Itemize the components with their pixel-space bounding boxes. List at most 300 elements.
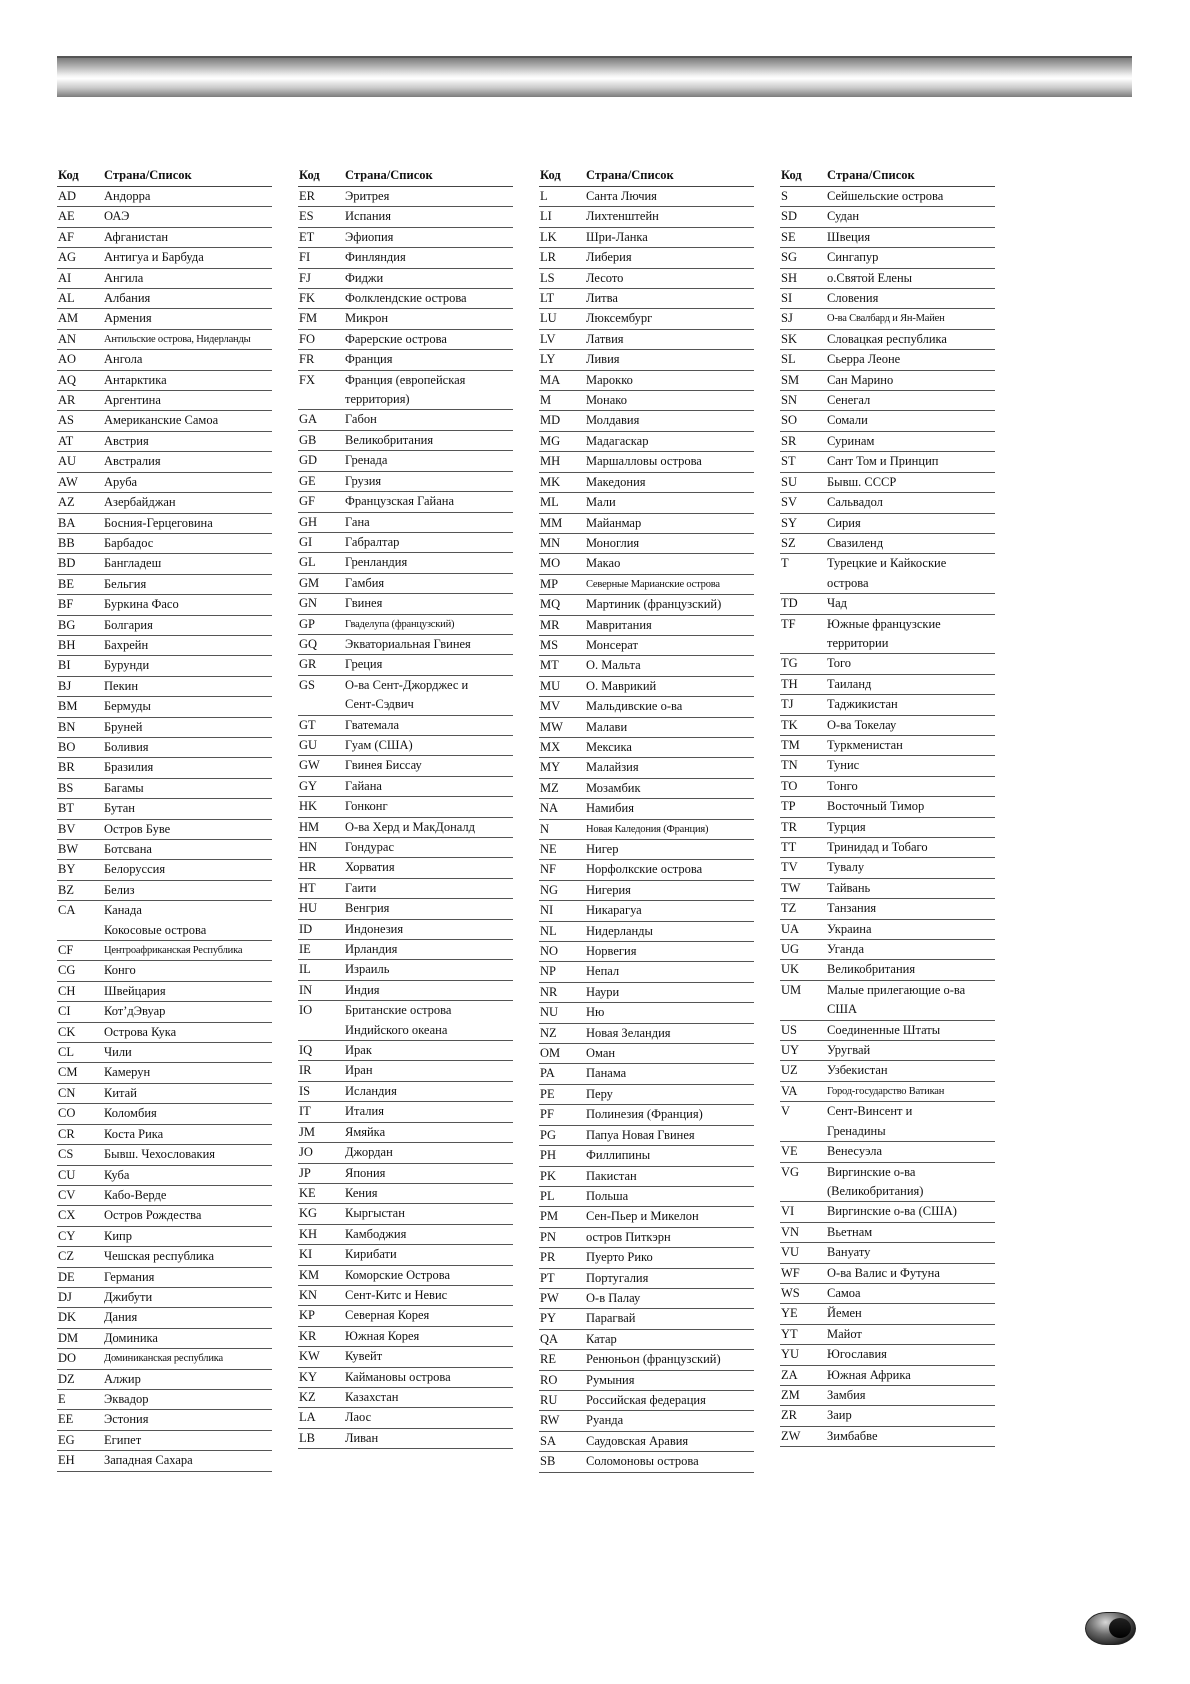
table-row xyxy=(298,309,513,329)
country-code: RE xyxy=(540,1352,556,1367)
country-code: AE xyxy=(58,209,75,224)
country-name xyxy=(586,718,754,737)
country-name xyxy=(104,248,272,267)
country-name xyxy=(586,575,754,594)
country-name-line: Панама xyxy=(586,1066,627,1081)
country-name xyxy=(586,432,754,451)
country-name-line: Кипр xyxy=(104,1228,132,1243)
country-name-line: Сент-Китс и Невис xyxy=(345,1287,448,1302)
table-row xyxy=(780,615,995,655)
country-code: TN xyxy=(781,758,798,773)
country-name xyxy=(104,1084,272,1103)
table-row xyxy=(539,1207,754,1227)
table-row xyxy=(57,820,272,840)
table-row xyxy=(298,207,513,227)
country-code: AZ xyxy=(58,495,75,510)
country-code: BG xyxy=(58,617,76,632)
country-name-line: Коста Рика xyxy=(104,1126,164,1141)
country-name-line: Египет xyxy=(104,1432,142,1447)
country-name xyxy=(586,1105,754,1124)
country-code: SO xyxy=(781,413,797,428)
country-name xyxy=(586,371,754,390)
country-name xyxy=(586,269,754,288)
country-name-line: Словацкая республика xyxy=(827,331,947,346)
country-name-line: Вануату xyxy=(827,1245,871,1260)
country-name-line: Сенегал xyxy=(827,393,871,408)
table-row xyxy=(539,901,754,921)
country-code: GB xyxy=(299,432,317,447)
country-name-line: Фиджи xyxy=(345,270,384,285)
country-name-line: О-ва Валис и Футуна xyxy=(827,1265,940,1280)
country-code: HM xyxy=(299,819,320,834)
country-name-line: Словения xyxy=(827,291,879,306)
table-row xyxy=(539,1411,754,1431)
country-name-line: ОАЭ xyxy=(104,209,130,224)
country-code: GF xyxy=(299,494,315,509)
name-header: Страна/Список xyxy=(827,168,915,182)
country-name xyxy=(827,371,995,390)
country-name xyxy=(104,901,272,940)
country-name xyxy=(104,941,272,960)
country-name-line: Македония xyxy=(586,474,646,489)
table-row xyxy=(539,616,754,636)
code-header: Код xyxy=(540,168,561,182)
table-row xyxy=(298,431,513,451)
country-name-line: Сомали xyxy=(827,413,868,428)
table-row xyxy=(57,840,272,860)
country-name-line: Барбадос xyxy=(104,535,154,550)
country-code: TW xyxy=(781,880,801,895)
country-code: BZ xyxy=(58,882,74,897)
country-name-line: Северная Корея xyxy=(345,1308,430,1323)
country-name-line: Азербайджан xyxy=(104,495,176,510)
country-name xyxy=(827,1264,995,1283)
country-name xyxy=(586,616,754,635)
country-name xyxy=(827,1386,995,1405)
table-row xyxy=(298,1368,513,1388)
country-name xyxy=(104,840,272,859)
country-name xyxy=(586,1085,754,1104)
table-row xyxy=(539,514,754,534)
country-name-line: Сант Том и Принцип xyxy=(827,454,939,469)
country-code: VU xyxy=(781,1245,800,1260)
table-row xyxy=(57,901,272,941)
country-code: TJ xyxy=(781,697,794,712)
country-name-line: Экваториальная Гвинея xyxy=(345,636,471,651)
country-code: M xyxy=(540,393,552,408)
country-code: BN xyxy=(58,719,76,734)
country-code: IQ xyxy=(299,1043,313,1058)
table-row xyxy=(780,818,995,838)
table-row xyxy=(57,1308,272,1328)
table-row xyxy=(539,248,754,268)
country-code: CO xyxy=(58,1106,76,1121)
country-code: GE xyxy=(299,473,316,488)
country-code: LV xyxy=(540,331,556,346)
country-code: BW xyxy=(58,842,79,856)
country-name-line: Исландия xyxy=(345,1083,397,1098)
table-row xyxy=(298,350,513,370)
code-header: Код xyxy=(58,168,79,182)
country-name-line: Бывш. Чехословакия xyxy=(104,1147,216,1162)
table-row xyxy=(539,350,754,370)
table-row xyxy=(298,1123,513,1143)
country-name xyxy=(345,1082,513,1101)
table-row xyxy=(780,187,995,207)
table-row xyxy=(298,838,513,858)
table-row xyxy=(57,881,272,901)
country-name xyxy=(827,391,995,410)
country-name-line: Бангладеш xyxy=(104,556,162,571)
country-name xyxy=(345,615,513,634)
country-code: CX xyxy=(58,1208,76,1223)
country-code: GI xyxy=(299,534,313,549)
country-code: GL xyxy=(299,555,316,570)
country-name-line: Куба xyxy=(104,1167,130,1182)
table-row xyxy=(539,1146,754,1166)
country-name-line: Греция xyxy=(345,657,383,672)
country-code: E xyxy=(58,1391,66,1406)
country-name xyxy=(345,940,513,959)
country-name xyxy=(827,514,995,533)
country-name xyxy=(104,1390,272,1409)
country-name xyxy=(104,391,272,410)
country-code: AN xyxy=(58,331,77,346)
country-code: SV xyxy=(781,495,797,510)
country-code: PM xyxy=(540,1209,559,1224)
country-code: AT xyxy=(58,433,74,448)
country-name xyxy=(345,1266,513,1285)
country-name-line: Болгария xyxy=(104,617,153,632)
country-code: CH xyxy=(58,983,76,998)
country-name xyxy=(345,818,513,837)
country-name-line: Уганда xyxy=(827,942,865,957)
country-name xyxy=(827,818,995,837)
country-code: ES xyxy=(299,209,314,224)
country-name-line: Израиль xyxy=(345,962,390,977)
country-name xyxy=(827,248,995,267)
country-code: DJ xyxy=(58,1289,72,1304)
table-row xyxy=(57,432,272,452)
table-row xyxy=(780,797,995,817)
country-name-line: Эритрея xyxy=(345,189,390,203)
table-row xyxy=(539,1228,754,1248)
country-name-line: Британские острова xyxy=(345,1003,452,1018)
country-name-line: Аруба xyxy=(104,474,138,489)
country-name xyxy=(104,1410,272,1429)
country-name xyxy=(827,615,995,654)
country-name-line: Лихтенштейн xyxy=(586,209,659,224)
country-name-line: Франция xyxy=(345,352,393,367)
table-row xyxy=(298,940,513,960)
country-name-line: Моноглия xyxy=(586,535,640,550)
country-name xyxy=(586,228,754,247)
table-row xyxy=(780,920,995,940)
country-code: MA xyxy=(540,372,561,387)
country-code: MT xyxy=(540,658,559,673)
country-name-line: Майанмар xyxy=(586,515,642,530)
table-row xyxy=(780,1366,995,1386)
country-code: GY xyxy=(299,778,318,793)
table-row xyxy=(57,330,272,350)
country-name xyxy=(345,1306,513,1325)
country-code: GA xyxy=(299,412,318,427)
country-code: PG xyxy=(540,1127,556,1142)
country-name xyxy=(104,452,272,471)
country-name xyxy=(345,187,513,206)
table-row xyxy=(539,1064,754,1084)
code-header: Код xyxy=(299,168,320,182)
country-name xyxy=(827,1021,995,1040)
country-name-line: Бурунди xyxy=(104,658,150,673)
table-row xyxy=(57,1043,272,1063)
country-name-line: Ливия xyxy=(586,352,620,367)
country-code: ET xyxy=(299,229,315,244)
country-code: FJ xyxy=(299,270,311,285)
country-name-line: Индия xyxy=(345,982,380,997)
country-code: HT xyxy=(299,880,316,895)
country-name-line: Монсерат xyxy=(586,637,638,652)
country-code: BI xyxy=(58,658,71,673)
table-row xyxy=(539,636,754,656)
table-row xyxy=(539,228,754,248)
table-row xyxy=(298,777,513,797)
country-name xyxy=(586,1309,754,1328)
country-name-line: Остров Буве xyxy=(104,821,171,836)
country-name-line: Замбия xyxy=(827,1387,866,1402)
country-name-line: О. Мальта xyxy=(586,658,641,673)
table-row xyxy=(57,1084,272,1104)
country-name-line: О-ва Свалбард и Ян-Майен xyxy=(827,313,945,325)
country-name xyxy=(827,350,995,369)
table-row xyxy=(57,1410,272,1430)
country-name-line: Папуа Новая Гвинея xyxy=(586,1127,695,1142)
country-code: FK xyxy=(299,291,315,306)
country-code: CN xyxy=(58,1085,76,1100)
country-name xyxy=(104,187,272,206)
country-name xyxy=(104,738,272,757)
country-name-line: Алжир xyxy=(104,1371,141,1386)
country-name xyxy=(104,677,272,696)
country-name-line: Афганистан xyxy=(104,229,169,244)
country-name xyxy=(104,207,272,226)
country-name xyxy=(345,451,513,470)
country-code: LB xyxy=(299,1430,315,1445)
table-row xyxy=(539,330,754,350)
country-name xyxy=(104,432,272,451)
country-name-line: Тринидад и Тобаго xyxy=(827,840,928,854)
country-name-line: Босния-Герцеговина xyxy=(104,515,213,530)
table-row xyxy=(298,553,513,573)
country-name xyxy=(104,758,272,777)
country-code: DZ xyxy=(58,1371,75,1386)
country-name-line: Индонезия xyxy=(345,921,404,936)
country-name-line: остров Питкэрн xyxy=(586,1229,671,1244)
table-row xyxy=(780,1264,995,1284)
country-name-line: Багамы xyxy=(104,780,144,795)
country-name xyxy=(827,1325,995,1344)
country-name xyxy=(104,1247,272,1266)
table-row xyxy=(780,899,995,919)
table-row xyxy=(298,371,513,411)
country-name-line: Свазиленд xyxy=(827,535,884,550)
country-name-line: Финляндия xyxy=(345,250,406,265)
table-row xyxy=(780,1082,995,1102)
country-name xyxy=(345,1061,513,1080)
country-code: CU xyxy=(58,1167,76,1182)
country-code: LU xyxy=(540,311,557,326)
table-row xyxy=(57,1063,272,1083)
country-code: CG xyxy=(58,963,76,978)
table-row xyxy=(780,695,995,715)
country-code: MX xyxy=(540,739,561,754)
country-name xyxy=(104,289,272,308)
country-name xyxy=(104,636,272,655)
country-name-line: Российская федерация xyxy=(586,1392,706,1407)
country-name-line: Украина xyxy=(827,921,872,936)
table-row xyxy=(539,1044,754,1064)
country-code: RU xyxy=(540,1392,558,1407)
country-code: NZ xyxy=(540,1025,557,1040)
country-code: KN xyxy=(299,1287,318,1302)
country-code: GP xyxy=(299,616,315,631)
country-name-line: Габон xyxy=(345,412,377,427)
country-code: GW xyxy=(299,758,320,773)
country-name-line: Ангола xyxy=(104,352,143,367)
country-name xyxy=(104,1431,272,1450)
table-row xyxy=(539,1105,754,1125)
table-row xyxy=(298,472,513,492)
column-header xyxy=(780,165,995,187)
country-name xyxy=(104,1308,272,1327)
country-name xyxy=(104,860,272,879)
table-row xyxy=(780,1325,995,1345)
country-name-line: Гвинея Биссау xyxy=(345,758,422,773)
country-code: GS xyxy=(299,677,315,692)
table-row xyxy=(57,860,272,880)
country-name-line: Кения xyxy=(345,1185,378,1200)
table-row xyxy=(57,1390,272,1410)
country-name-line: Швейцария xyxy=(104,983,166,998)
table-row xyxy=(298,269,513,289)
country-name-line: Мадагаскар xyxy=(586,433,649,448)
table-row xyxy=(780,838,995,858)
country-code: VI xyxy=(781,1204,795,1219)
table-row xyxy=(298,1408,513,1428)
table-row xyxy=(57,309,272,329)
table-row xyxy=(539,411,754,431)
country-code: IN xyxy=(299,982,313,997)
country-code: GQ xyxy=(299,636,318,651)
table-row xyxy=(57,1247,272,1267)
country-name-line: Йемен xyxy=(827,1306,862,1321)
country-code: ML xyxy=(540,495,559,510)
country-name xyxy=(827,269,995,288)
country-name xyxy=(586,1269,754,1288)
table-row xyxy=(780,289,995,309)
country-code: DE xyxy=(58,1269,75,1284)
country-name-line: Венгрия xyxy=(345,901,390,916)
table-row xyxy=(539,922,754,942)
country-name xyxy=(345,350,513,369)
country-name xyxy=(586,1044,754,1063)
country-name xyxy=(586,534,754,553)
table-row xyxy=(780,309,995,329)
table-row xyxy=(539,391,754,411)
country-name xyxy=(345,1368,513,1387)
table-row xyxy=(57,941,272,961)
country-name xyxy=(104,1268,272,1287)
table-row xyxy=(298,615,513,635)
country-code: KM xyxy=(299,1267,320,1282)
country-name xyxy=(586,1371,754,1390)
country-code: AU xyxy=(58,454,77,469)
country-name-line: Гренадины xyxy=(827,1123,886,1138)
country-name xyxy=(104,330,272,349)
country-code: EG xyxy=(58,1432,75,1447)
country-name xyxy=(345,553,513,572)
country-name xyxy=(345,1001,513,1040)
table-row xyxy=(57,718,272,738)
country-code: TP xyxy=(781,799,796,814)
country-name-line: Мавритания xyxy=(586,617,652,632)
country-name-line: Антарктика xyxy=(104,372,167,387)
table-row xyxy=(57,1431,272,1451)
table-row xyxy=(780,1406,995,1426)
country-name xyxy=(345,635,513,654)
country-name-line: Острова Кука xyxy=(104,1024,177,1039)
country-name-line: Гвинея xyxy=(345,596,383,611)
country-name-line: Бруней xyxy=(104,719,143,734)
country-code: S xyxy=(781,189,788,203)
country-name xyxy=(345,472,513,491)
country-name xyxy=(345,533,513,552)
country-name-line: Оман xyxy=(586,1046,616,1061)
country-name xyxy=(345,797,513,816)
country-code: T xyxy=(781,556,789,571)
table-row xyxy=(780,269,995,289)
country-name xyxy=(345,371,513,410)
country-name xyxy=(586,820,754,839)
country-name xyxy=(586,840,754,859)
country-name xyxy=(827,675,995,694)
country-name xyxy=(345,960,513,979)
country-code: TH xyxy=(781,676,798,691)
country-code: MW xyxy=(540,719,563,734)
country-name xyxy=(104,1288,272,1307)
country-name xyxy=(827,1202,995,1221)
table-row xyxy=(298,756,513,776)
country-name-line: Сент-Винсент и xyxy=(827,1104,913,1119)
country-name-line: Австрия xyxy=(104,433,149,448)
country-name xyxy=(104,1043,272,1062)
country-code: BF xyxy=(58,597,74,612)
table-row xyxy=(298,451,513,471)
country-name-line: Таджикистан xyxy=(827,697,898,712)
country-name-line: О-ва Токелау xyxy=(827,717,897,732)
country-code: MP xyxy=(540,576,559,591)
country-code: AO xyxy=(58,352,77,367)
country-name xyxy=(586,677,754,696)
country-code: SI xyxy=(781,291,793,306)
table-row xyxy=(298,594,513,614)
country-name xyxy=(586,330,754,349)
country-code: FM xyxy=(299,311,318,326)
table-row xyxy=(780,1021,995,1041)
country-code: HN xyxy=(299,840,318,854)
country-name xyxy=(827,879,995,898)
country-name-line: Япония xyxy=(345,1165,386,1180)
